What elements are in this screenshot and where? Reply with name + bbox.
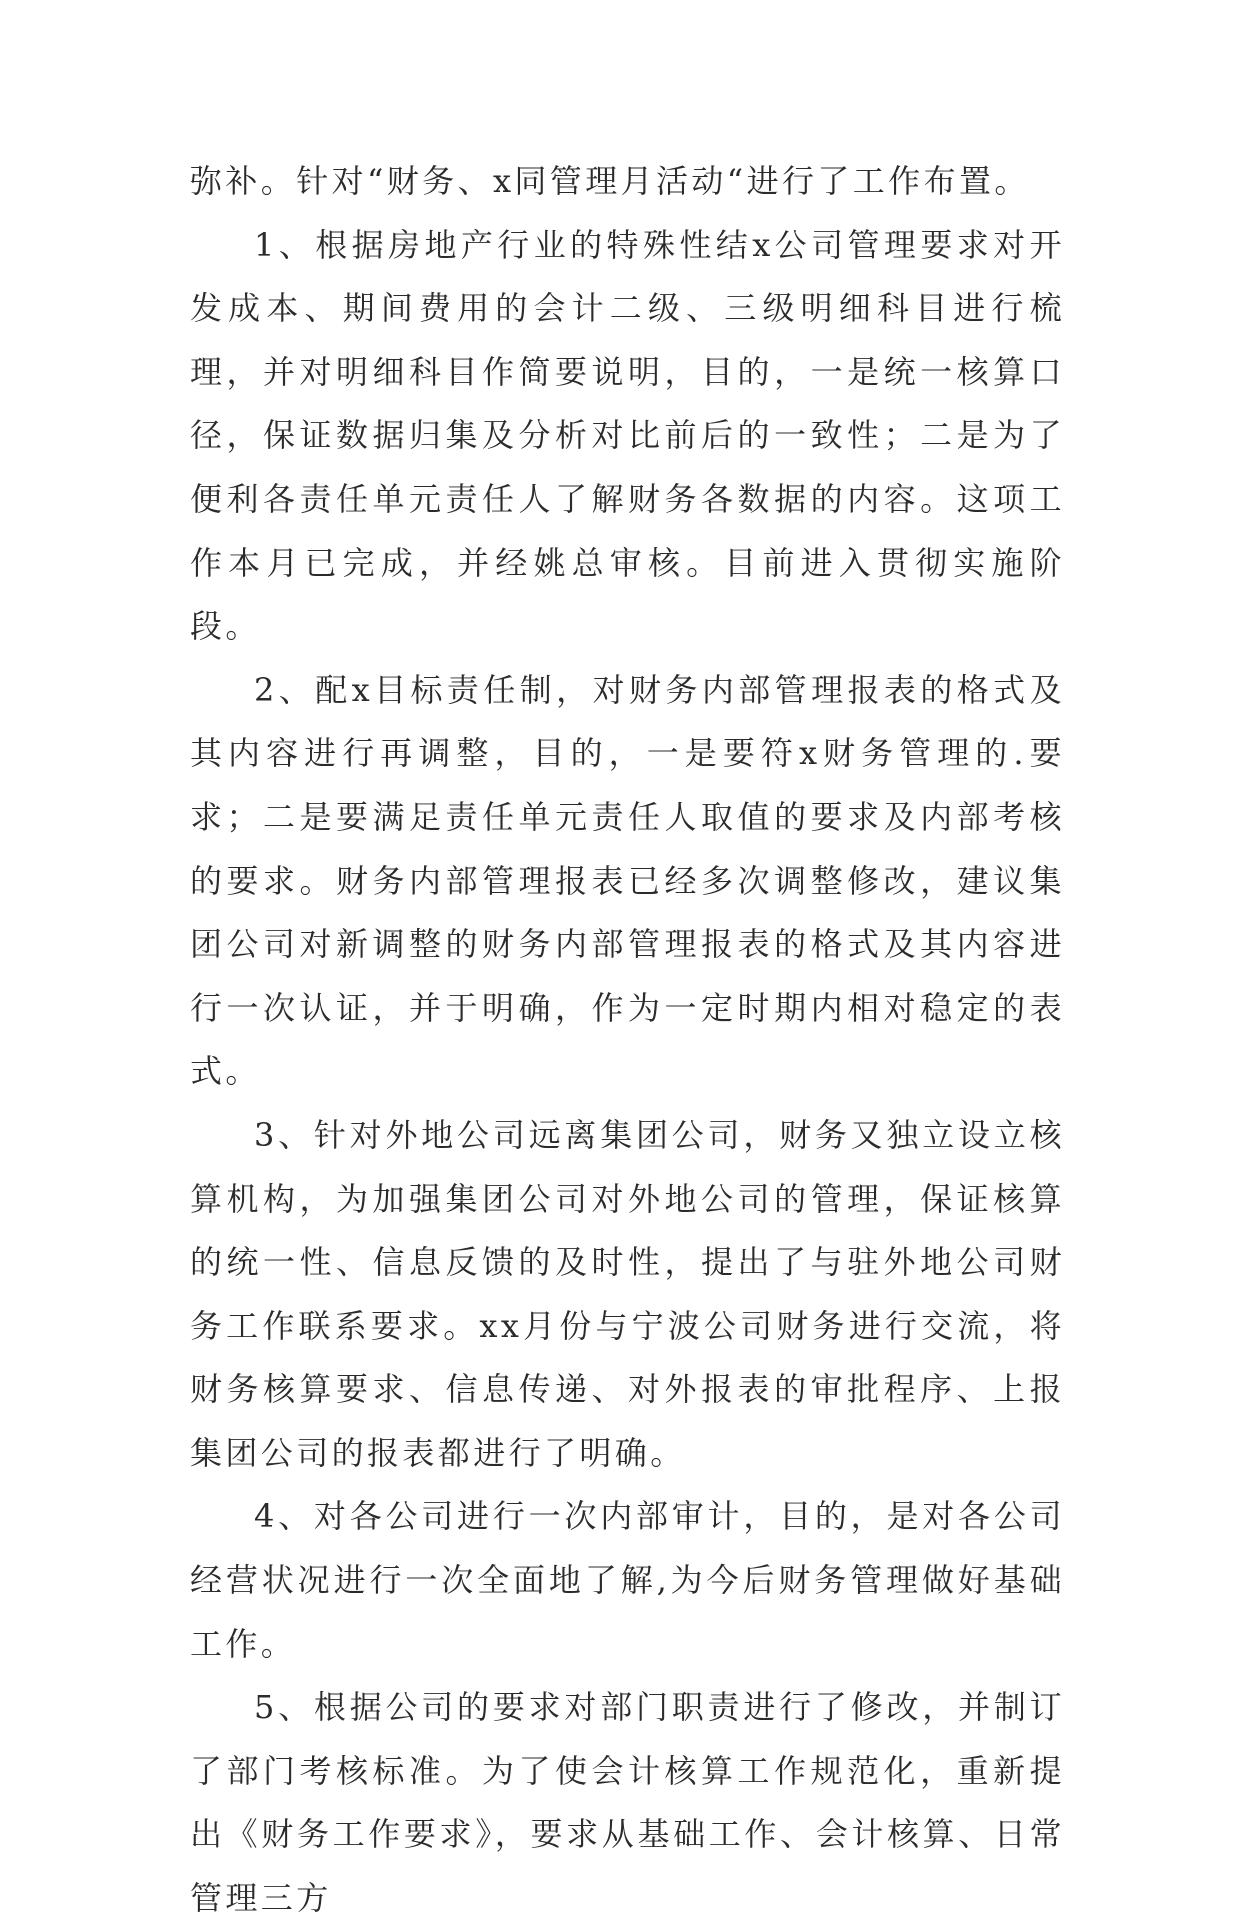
- paragraph-item-5: 5、根据公司的要求对部门职责进行了修改，并制订了部门考核标准。为了使会计核算工作规范化，重新提出《财务工作要求》，要求从基础工作、会计核算、日常管理三方: [190, 1688, 1065, 1918]
- paragraph-item-3: 3、针对外地公司远离集团公司，财务又独立设立核算机构，为加强集团公司对外地公司的管理，保证核算的统一性、信息反馈的及时性，提出了与驻外地公司财务工作联系要求。xx月份与宁波公司财务进行交流，将财务核算要求、信息传递、对外报表的审批程序、上报集团公司的报表都进行了明确。: [190, 1115, 1065, 1472]
- document-body: [190, 150, 1065, 1931]
- paragraph-item-1: 1、根据房地产行业的特殊性结x公司管理要求对开发成本、期间费用的会计二级、三级明细科目进行梳理，并对明细科目作简要说明，目的，一是统一核算口径，保证数据归集及分析对比前后的一致性；二是为了便利各责任单元责任人了解财务各数据的内容。这项工作本月已完成，并经姚总审核。目前进入贯彻实施阶段。: [190, 225, 1065, 646]
- paragraph-item-2: 2、配x目标责任制，对财务内部管理报表的格式及其内容进行再调整，目的，一是要符x财务管理的.要求；二是要满足责任单元责任人取值的要求及内部考核的要求。财务内部管理报表已经多次调整修改，建议集团公司对新调整的财务内部管理报表的格式及其内容进行一次认证，并于明确，作为一定时期内相对稳定的表式。: [190, 670, 1065, 1091]
- paragraph-continuation: 弥补。针对“财务、x同管理月活动“进行了工作布置。: [190, 162, 1030, 200]
- paragraph-item-4: 4、对各公司进行一次内部审计，目的，是对各公司经营状况进行一次全面地了解,为今后财务管理做好基础工作。: [190, 1497, 1065, 1663]
